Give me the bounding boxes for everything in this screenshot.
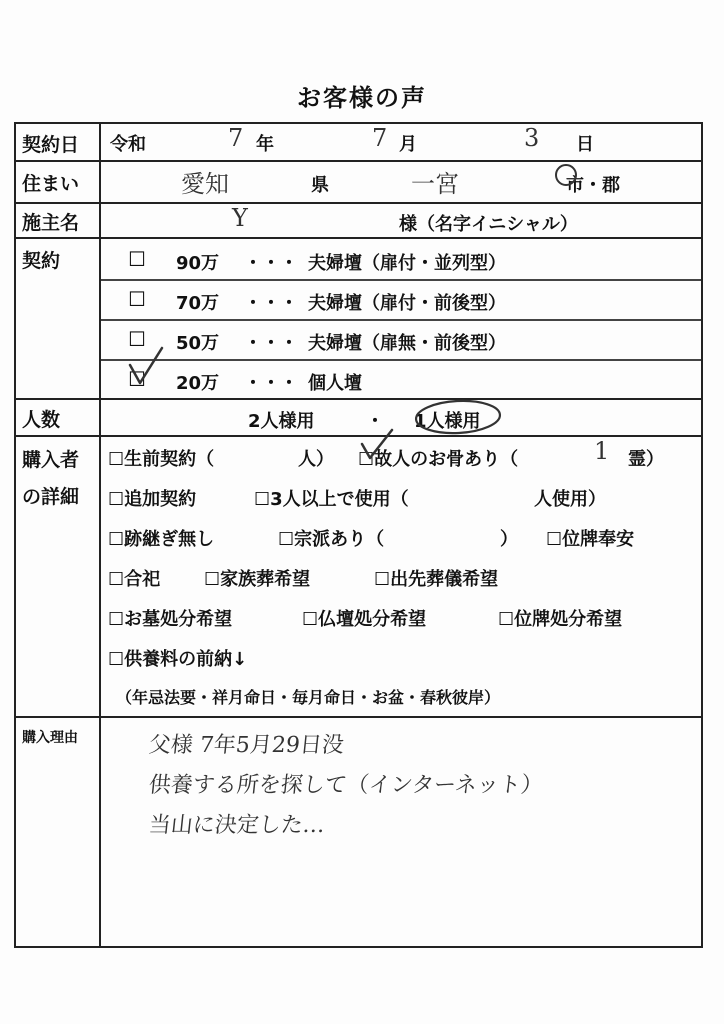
checkbox[interactable]: ☐ xyxy=(128,367,146,391)
client-initial[interactable]: Y xyxy=(232,204,248,232)
option-three-plus[interactable]: ☐3人以上で使用（ xyxy=(254,489,409,510)
option-family-funeral[interactable]: ☐家族葬希望 xyxy=(204,569,311,590)
era-text: 令和 xyxy=(110,134,146,155)
option-sect[interactable]: ☐宗派あり（ xyxy=(278,529,385,550)
people-option-one[interactable]: 1人様用 xyxy=(414,411,481,432)
remains-unit: 霊） xyxy=(628,449,664,470)
row-divider xyxy=(16,202,701,204)
option-dots: ・・・ xyxy=(244,373,298,394)
option-price: 20万 xyxy=(176,373,220,394)
contract-date-label: 契約日 xyxy=(22,134,80,156)
option-price: 70万 xyxy=(176,293,220,314)
reason-line[interactable]: 当山に決定した… xyxy=(147,813,327,838)
option-ihai-disposal[interactable]: ☐位牌処分希望 xyxy=(498,609,623,630)
people-option-two[interactable]: 2人様用 xyxy=(248,411,315,432)
checkbox[interactable]: ☐ xyxy=(128,247,146,271)
checkbox[interactable]: ☐ xyxy=(128,287,146,311)
option-divider xyxy=(101,359,701,361)
survey-form xyxy=(14,122,703,948)
prefecture-value[interactable]: 愛知 xyxy=(181,170,229,198)
option-divider xyxy=(101,279,701,281)
city-value[interactable]: 一宮 xyxy=(411,170,459,198)
option-desc: 夫婦壇（扉付・前後型） xyxy=(308,293,506,314)
option-divider xyxy=(101,319,701,321)
option-dots: ・・・ xyxy=(244,293,298,314)
option-pre-contract[interactable]: ☐生前契約（ xyxy=(108,449,215,470)
option-goshi[interactable]: ☐合祀 xyxy=(108,569,161,590)
option-no-heir[interactable]: ☐跡継ぎ無し xyxy=(108,529,215,550)
details-label-line1: 購入者 xyxy=(22,449,80,471)
option-prepay[interactable]: ☐供養料の前納↓ xyxy=(108,649,248,670)
option-dots: ・・・ xyxy=(244,333,298,354)
row-divider xyxy=(16,398,701,400)
three-plus-unit: 人使用） xyxy=(534,489,606,510)
label-column-divider xyxy=(99,124,101,946)
checkbox[interactable]: ☐ xyxy=(128,327,146,351)
contract-label: 契約 xyxy=(22,250,61,272)
reason-line[interactable]: 父様 7年5月29日没 xyxy=(147,733,346,758)
year-unit: 年 xyxy=(256,134,274,155)
people-label: 人数 xyxy=(22,409,61,431)
row-divider xyxy=(16,160,701,162)
option-desc: 個人壇 xyxy=(308,373,362,394)
option-dots: ・・・ xyxy=(244,253,298,274)
month-unit: 月 xyxy=(399,134,417,155)
pre-contract-unit: 人） xyxy=(298,449,334,470)
option-desc: 夫婦壇（扉無・前後型） xyxy=(308,333,506,354)
details-label-line2: の詳細 xyxy=(22,486,80,508)
people-separator: ・ xyxy=(366,411,384,432)
client-suffix: 様（名字イニシャル） xyxy=(399,214,578,235)
option-altar-disposal[interactable]: ☐仏壇処分希望 xyxy=(302,609,427,630)
reason-label: 購入理由 xyxy=(22,730,78,746)
year-value[interactable]: 7 xyxy=(228,124,244,152)
prepay-note: （年忌法要・祥月命日・毎月命日・お盆・春秋彼岸） xyxy=(116,688,501,707)
row-divider xyxy=(16,237,701,239)
option-price: 50万 xyxy=(176,333,220,354)
day-unit: 日 xyxy=(576,134,594,155)
day-value[interactable]: 3 xyxy=(524,124,540,152)
option-ihai[interactable]: ☐位牌奉安 xyxy=(546,529,635,550)
address-label: 住まい xyxy=(22,173,80,195)
month-value[interactable]: 7 xyxy=(372,124,388,152)
option-grave-disposal[interactable]: ☐お墓処分希望 xyxy=(108,609,233,630)
remains-count[interactable]: 1 xyxy=(594,437,610,465)
option-desc: 夫婦壇（扉付・並列型） xyxy=(308,253,506,274)
sect-close: ） xyxy=(500,529,518,550)
option-price: 90万 xyxy=(176,253,220,274)
option-offsite-funeral[interactable]: ☐出先葬儀希望 xyxy=(374,569,499,590)
row-divider xyxy=(16,716,701,718)
client-label: 施主名 xyxy=(22,212,80,234)
reason-line[interactable]: 供養する所を探して（インターネット） xyxy=(147,773,545,798)
option-additional[interactable]: ☐追加契約 xyxy=(108,489,197,510)
option-remains[interactable]: ☐故人のお骨あり（ xyxy=(358,449,519,470)
prefecture-unit: 県 xyxy=(311,175,329,196)
city-unit: 市・郡 xyxy=(566,175,620,196)
form-title: お客様の声 xyxy=(297,84,427,112)
